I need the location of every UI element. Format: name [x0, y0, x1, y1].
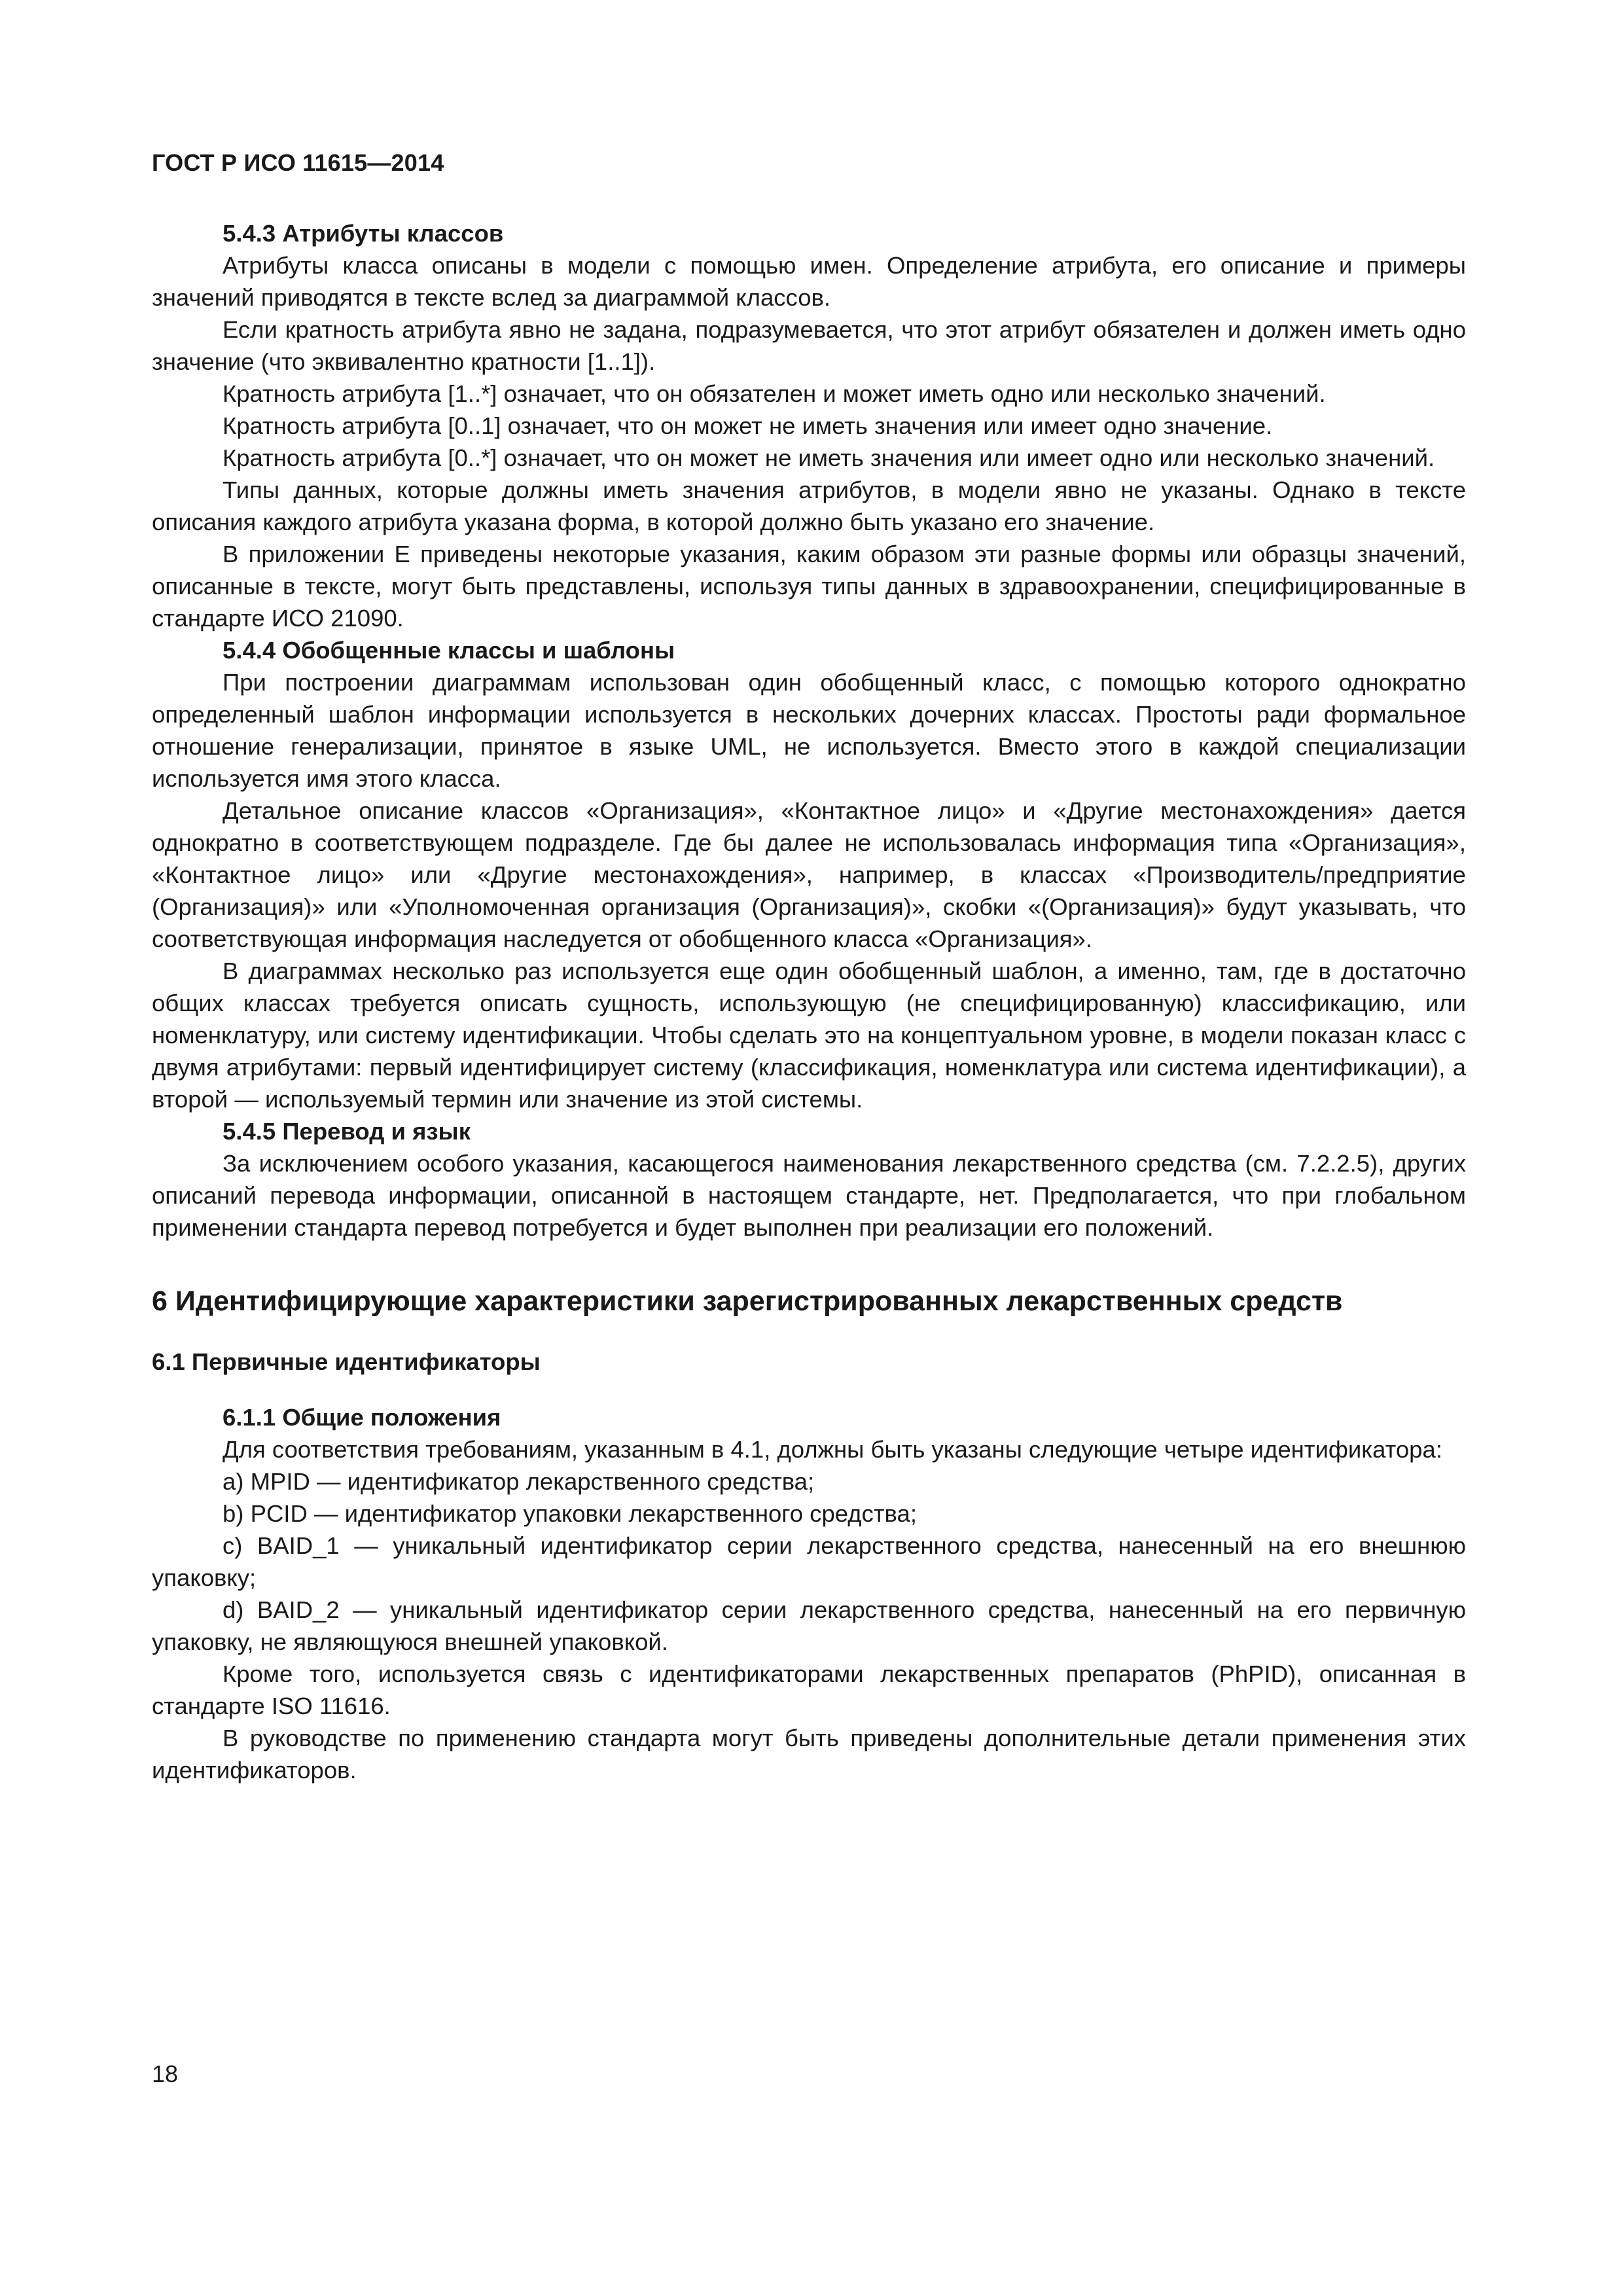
heading-5-4-5: 5.4.5 Перевод и язык [223, 1118, 471, 1145]
list-item: a) MPID — идентификатор лекарственного средства; [223, 1468, 815, 1495]
paragraph: Детальное описание классов «Организация», «Контактное лицо» и «Другие местонахождения» дается однократно в соответствующем подразделе. Где бы далее не использовалась информация типа «Организация», «Контактное лицо» или «Другие местонахождения», например, в классах «Производитель/предприятие (Организация)» или «Уполномоченная организация (Организация)», скобки «(Организация)» будут указывать, что соответствующая информация наследуется от обобщенного класса «Организация». [152, 797, 1466, 952]
document-body [152, 217, 1466, 1786]
heading-6-1-1: 6.1.1 Общие положения [223, 1404, 501, 1431]
list-item: c) BAID_1 — уникальный идентификатор серии лекарственного средства, нанесенный на его внешнюю упаковку; [152, 1532, 1466, 1591]
paragraph: Если кратность атрибута явно не задана, подразумевается, что этот атрибут обязателен и должен иметь одно значение (что эквивалентно кратности [1..1]). [152, 316, 1466, 375]
list-item: b) PCID — идентификатор упаковки лекарственного средства; [223, 1500, 917, 1527]
paragraph: Атрибуты класса описаны в модели с помощью имен. Определение атрибута, его описание и примеры значений приводятся в тексте вслед за диаграммой классов. [152, 252, 1466, 311]
heading-5-4-4: 5.4.4 Обобщенные классы и шаблоны [223, 637, 675, 664]
document-header: ГОСТ Р ИСО 11615—2014 [152, 149, 444, 176]
heading-6: 6 Идентифицирующие характеристики зарегистрированных лекарственных средств [152, 1285, 1343, 1317]
page-number: 18 [152, 2060, 179, 2087]
paragraph: В приложении Е приведены некоторые указания, каким образом эти разные формы или образцы значений, описанные в тексте, могут быть представлены, используя типы данных в здравоохранении, специфицированные в стандарте ИСО 21090. [152, 541, 1466, 632]
heading-5-4-3: 5.4.3 Атрибуты классов [223, 220, 504, 247]
paragraph: При построении диаграммам использован один обобщенный класс, с помощью которого однократно определенный шаблон информации используется в нескольких дочерних классах. Простоты ради формальное отношение генерализации, принятое в языке UML, не используется. Вместо этого в каждой специализации используется имя этого класса. [152, 669, 1466, 792]
paragraph: В руководстве по применению стандарта могут быть приведены дополнительные детали применения этих идентификаторов. [152, 1725, 1466, 1784]
list-item: d) BAID_2 — уникальный идентификатор серии лекарственного средства, нанесенный на его первичную упаковку, не являющуюся внешней упаковкой. [152, 1596, 1466, 1655]
heading-6-1: 6.1 Первичные идентификаторы [152, 1348, 541, 1375]
paragraph: Для соответствия требованиям, указанным в 4.1, должны быть указаны следующие четыре идентификатора: [223, 1436, 1442, 1463]
paragraph: Кратность атрибута [1..*] означает, что он обязателен и может иметь одно или несколько значений. [223, 380, 1326, 407]
paragraph: Кроме того, используется связь с идентификаторами лекарственных препаратов (PhPID), описанная в стандарте ISO 11616. [152, 1660, 1466, 1719]
paragraph: Типы данных, которые должны иметь значения атрибутов, в модели явно не указаны. Однако в тексте описания каждого атрибута указана форма, в которой должно быть указано его значение. [152, 476, 1466, 535]
paragraph: За исключением особого указания, касающегося наименования лекарственного средства (см. 7.2.2.5), других описаний перевода информации, описанной в настоящем стандарте, нет. Предполагается, что при глобальном применении стандарта перевод потребуется и будет выполнен при реализации его положений. [152, 1150, 1466, 1241]
paragraph: Кратность атрибута [0..1] означает, что он может не иметь значения или имеет одно значение. [223, 412, 1273, 439]
paragraph: Кратность атрибута [0..*] означает, что он может не иметь значения или имеет одно или несколько значений. [223, 444, 1435, 471]
paragraph: В диаграммах несколько раз используется еще один обобщенный шаблон, а именно, там, где в достаточно общих классах требуется описать сущность, использующую (не специфицированную) классификацию, или номенклатуру, или систему идентификации. Чтобы сделать это на концептуальном уровне, в модели показан класс с двумя атрибутами: первый идентифицирует систему (классификация, номенклатура или система идентификации), а второй — используемый термин или значение из этой системы. [152, 958, 1466, 1113]
